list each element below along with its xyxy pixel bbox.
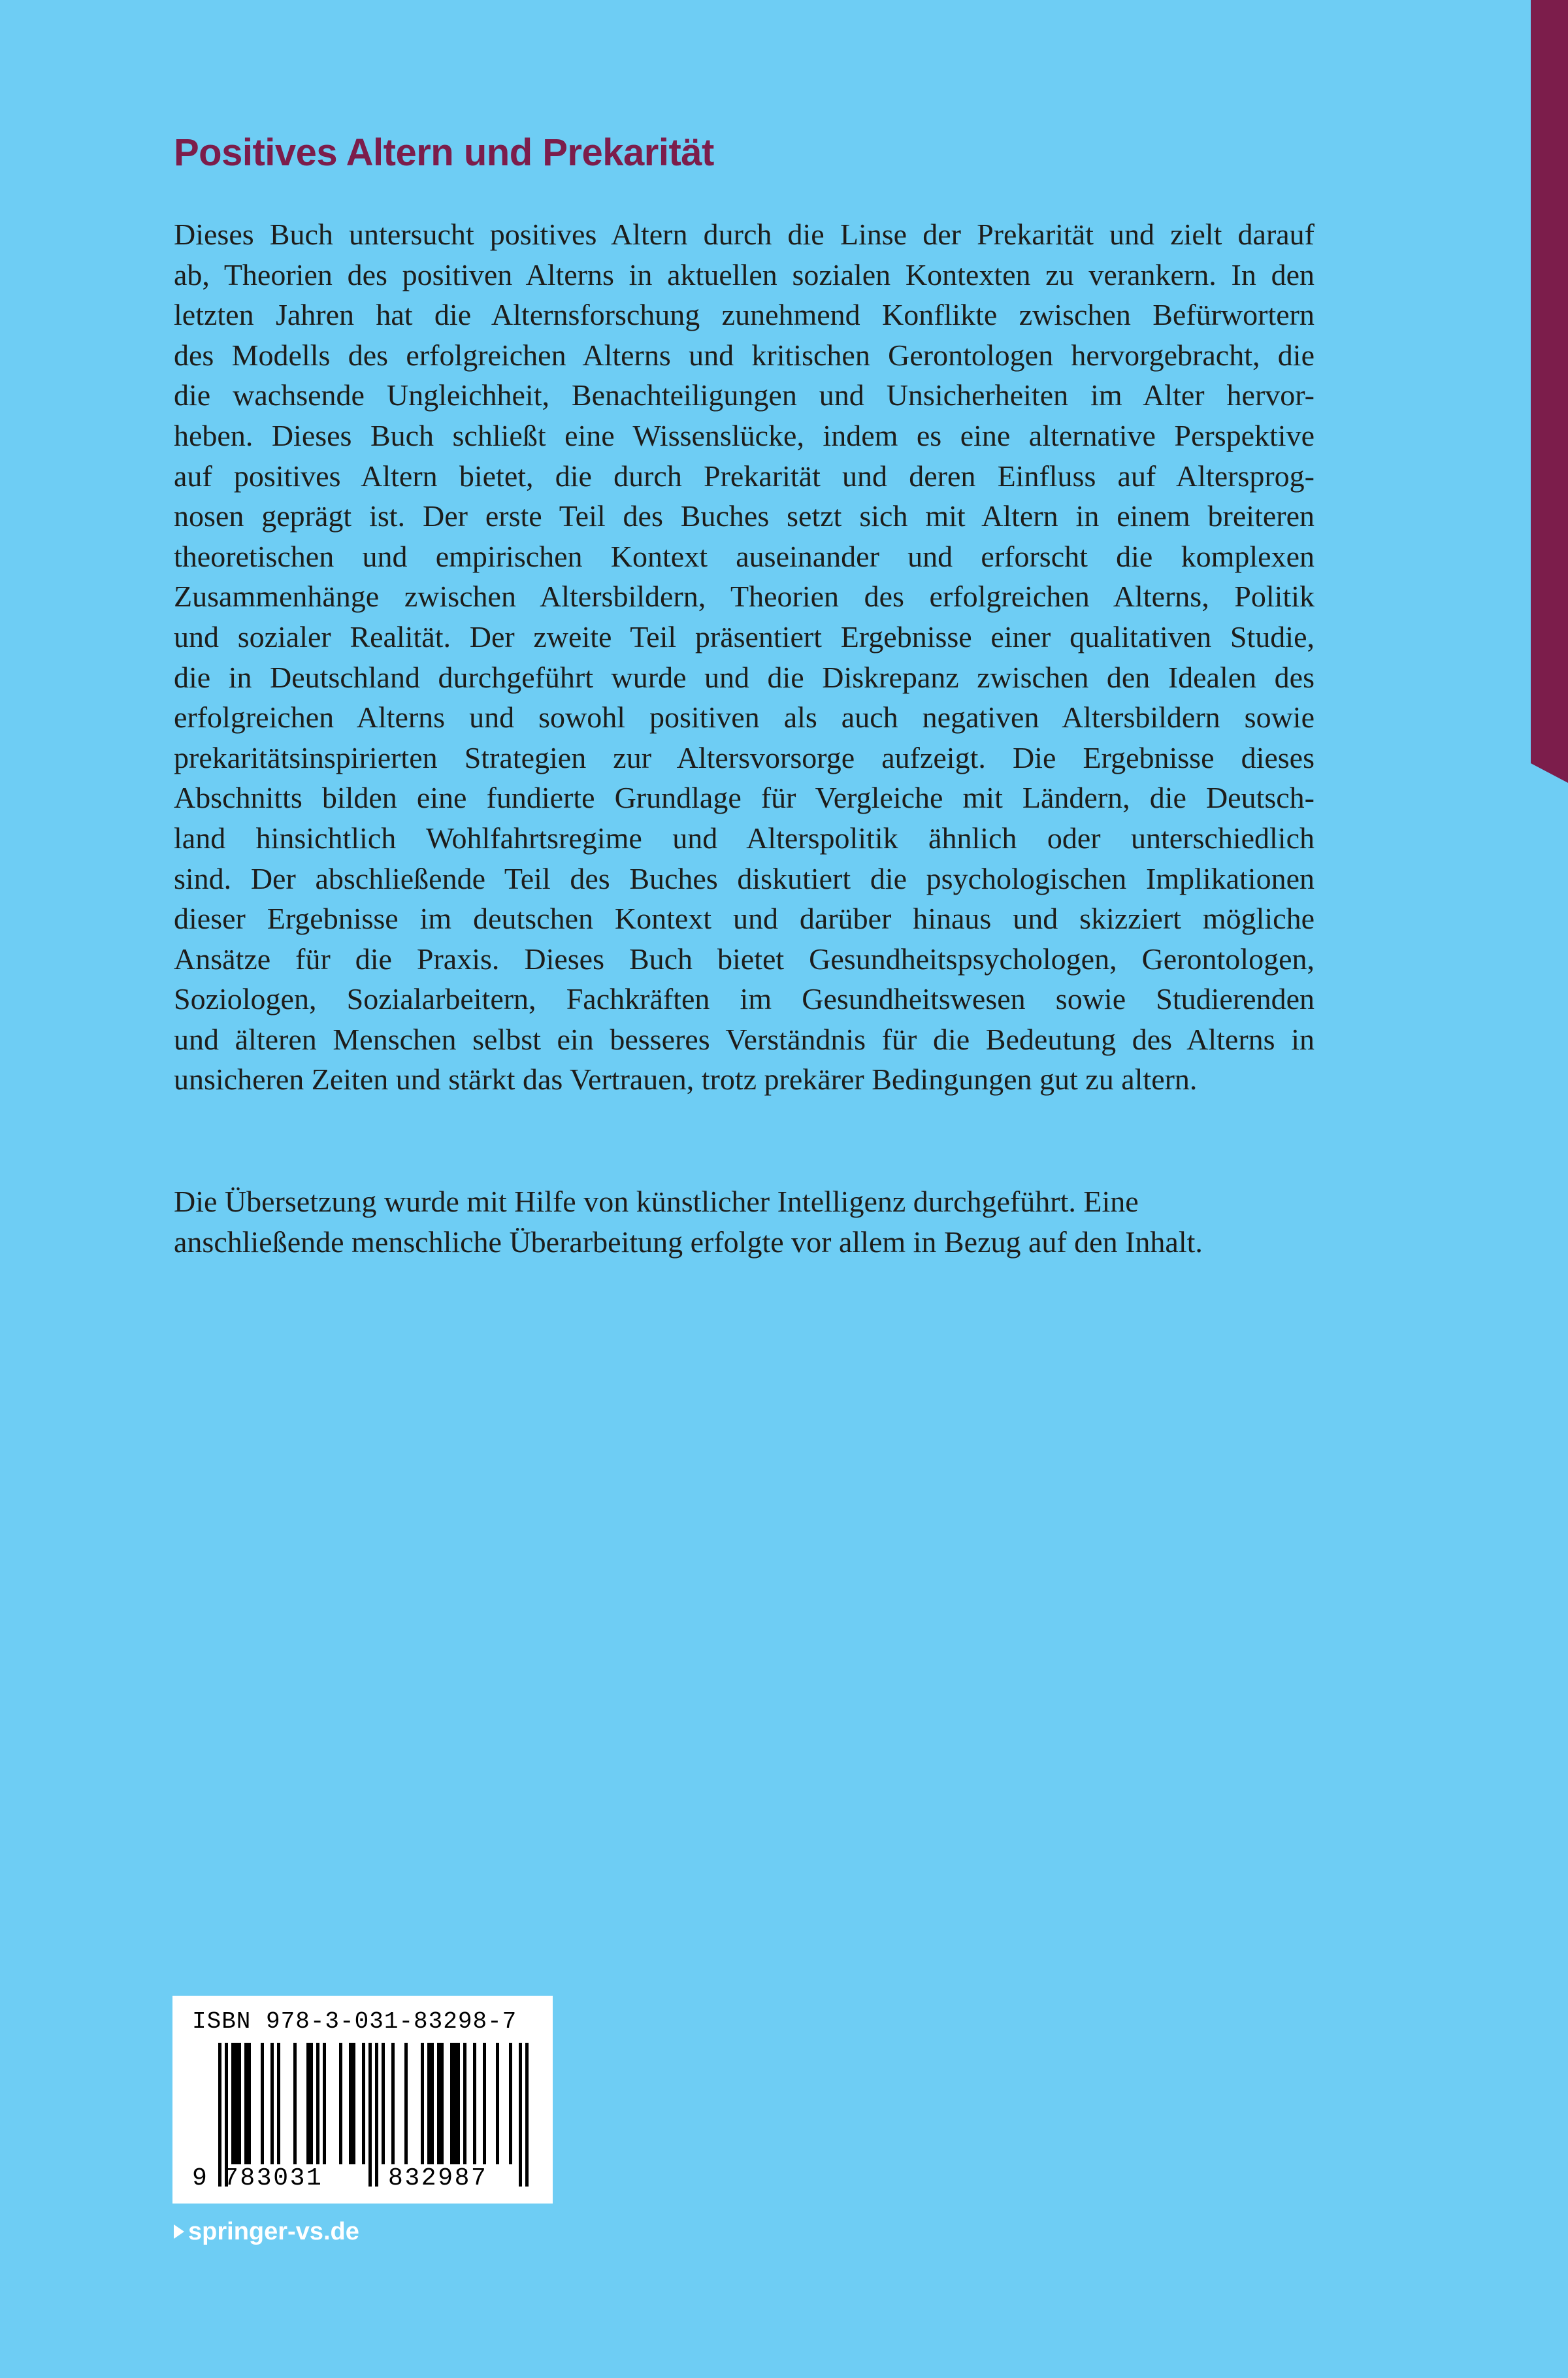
description-line: sind. Der abschließende Teil des Buches diskutiert die psychologischen Implikationen <box>174 861 1315 895</box>
description-line: Soziologen, Sozialarbeitern, Fachkräften im Gesundheitswesen sowie Studierenden <box>174 982 1315 1016</box>
description-line: Dieses Buch untersucht positives Altern durch die Linse der Prekarität und zielt darauf <box>174 218 1315 251</box>
barcode-digits-left: 783031 <box>223 2164 323 2192</box>
publisher-url: springer-vs.de <box>188 2218 359 2245</box>
description-line: nosen geprägt ist. Der erste Teil des Buches setzt sich mit Altern in einem breiteren <box>174 499 1315 533</box>
description-line: letzten Jahren hat die Alternsforschung zunehmend Konflikte zwischen Befürwortern <box>174 298 1315 332</box>
description-line: die wachsende Ungleichheit, Benachteiligungen und Unsicherheiten im Alter hervor- <box>174 378 1315 412</box>
description-line: unsicheren Zeiten und stärkt das Vertrauen, trotz prekärer Bedingungen gut zu altern. <box>174 1063 1198 1097</box>
description-line: theoretischen und empirischen Kontext auseinander und erforscht die komplexen <box>174 539 1315 573</box>
description-line: Abschnitts bilden eine fundierte Grundlage für Vergleiche mit Ländern, die Deutsch- <box>174 781 1315 815</box>
description-line: ab, Theorien des positiven Alterns in aktuellen sozialen Kontexten zu verankern. In den <box>174 257 1315 291</box>
description-line: die in Deutschland durchgeführt wurde und die Diskrepanz zwischen den Idealen des <box>174 660 1315 694</box>
spine-accent-bar <box>1531 0 1568 783</box>
note-line: Die Übersetzung wurde mit Hilfe von künstlicher Intelligenz durchgeführt. Eine <box>174 1185 1139 1218</box>
description-line: und älteren Menschen selbst ein besseres Verständnis für die Bedeutung des Alterns in <box>174 1022 1315 1056</box>
translation-note <box>174 1181 1315 1262</box>
barcode-digits <box>172 1996 553 2204</box>
note-line: anschließende menschliche Überarbeitung erfolgte vor allem in Bezug auf den Inhalt. <box>174 1225 1203 1259</box>
description-line: Zusammenhänge zwischen Altersbildern, Theorien des erfolgreichen Alterns, Politik <box>174 580 1315 614</box>
description-line: und sozialer Realität. Der zweite Teil präsentiert Ergebnisse einer qualitativen Studie, <box>174 619 1315 653</box>
description-line: land hinsichtlich Wohlfahrtsregime und Alterspolitik ähnlich oder unterschiedlich <box>174 821 1315 855</box>
barcode-digits-right: 832987 <box>388 2164 488 2192</box>
book-description <box>174 214 1315 1100</box>
description-line: des Modells des erfolgreichen Alterns und kritischen Gerontologen hervorgebracht, die <box>174 338 1315 372</box>
triangle-arrow-icon <box>174 2224 184 2239</box>
isbn-barcode <box>172 1996 553 2204</box>
description-line: erfolgreichen Alterns und sowohl positiven als auch negativen Altersbildern sowie <box>174 701 1315 735</box>
description-line: prekaritätsinspirierten Strategien zur Altersvorsorge aufzeigt. Die Ergebnisse dieses <box>174 740 1315 774</box>
description-line: Ansätze für die Praxis. Dieses Buch bietet Gesundheitspsychologen, Gerontologen, <box>174 942 1315 976</box>
publisher-website-link[interactable] <box>174 2215 359 2248</box>
description-line: dieser Ergebnisse im deutschen Kontext und darüber hinaus und skizziert mögliche <box>174 902 1315 936</box>
isbn-label: ISBN 978-3-031-83298-7 <box>192 2008 517 2035</box>
barcode-digit-first: 9 <box>192 2164 209 2192</box>
description-line: heben. Dieses Buch schließt eine Wissenslücke, indem es eine alternative Perspektive <box>174 418 1315 452</box>
description-line: auf positives Altern bietet, die durch Prekarität und deren Einfluss auf Altersprog- <box>174 459 1315 493</box>
book-title: Positives Altern und Prekarität <box>174 131 714 174</box>
